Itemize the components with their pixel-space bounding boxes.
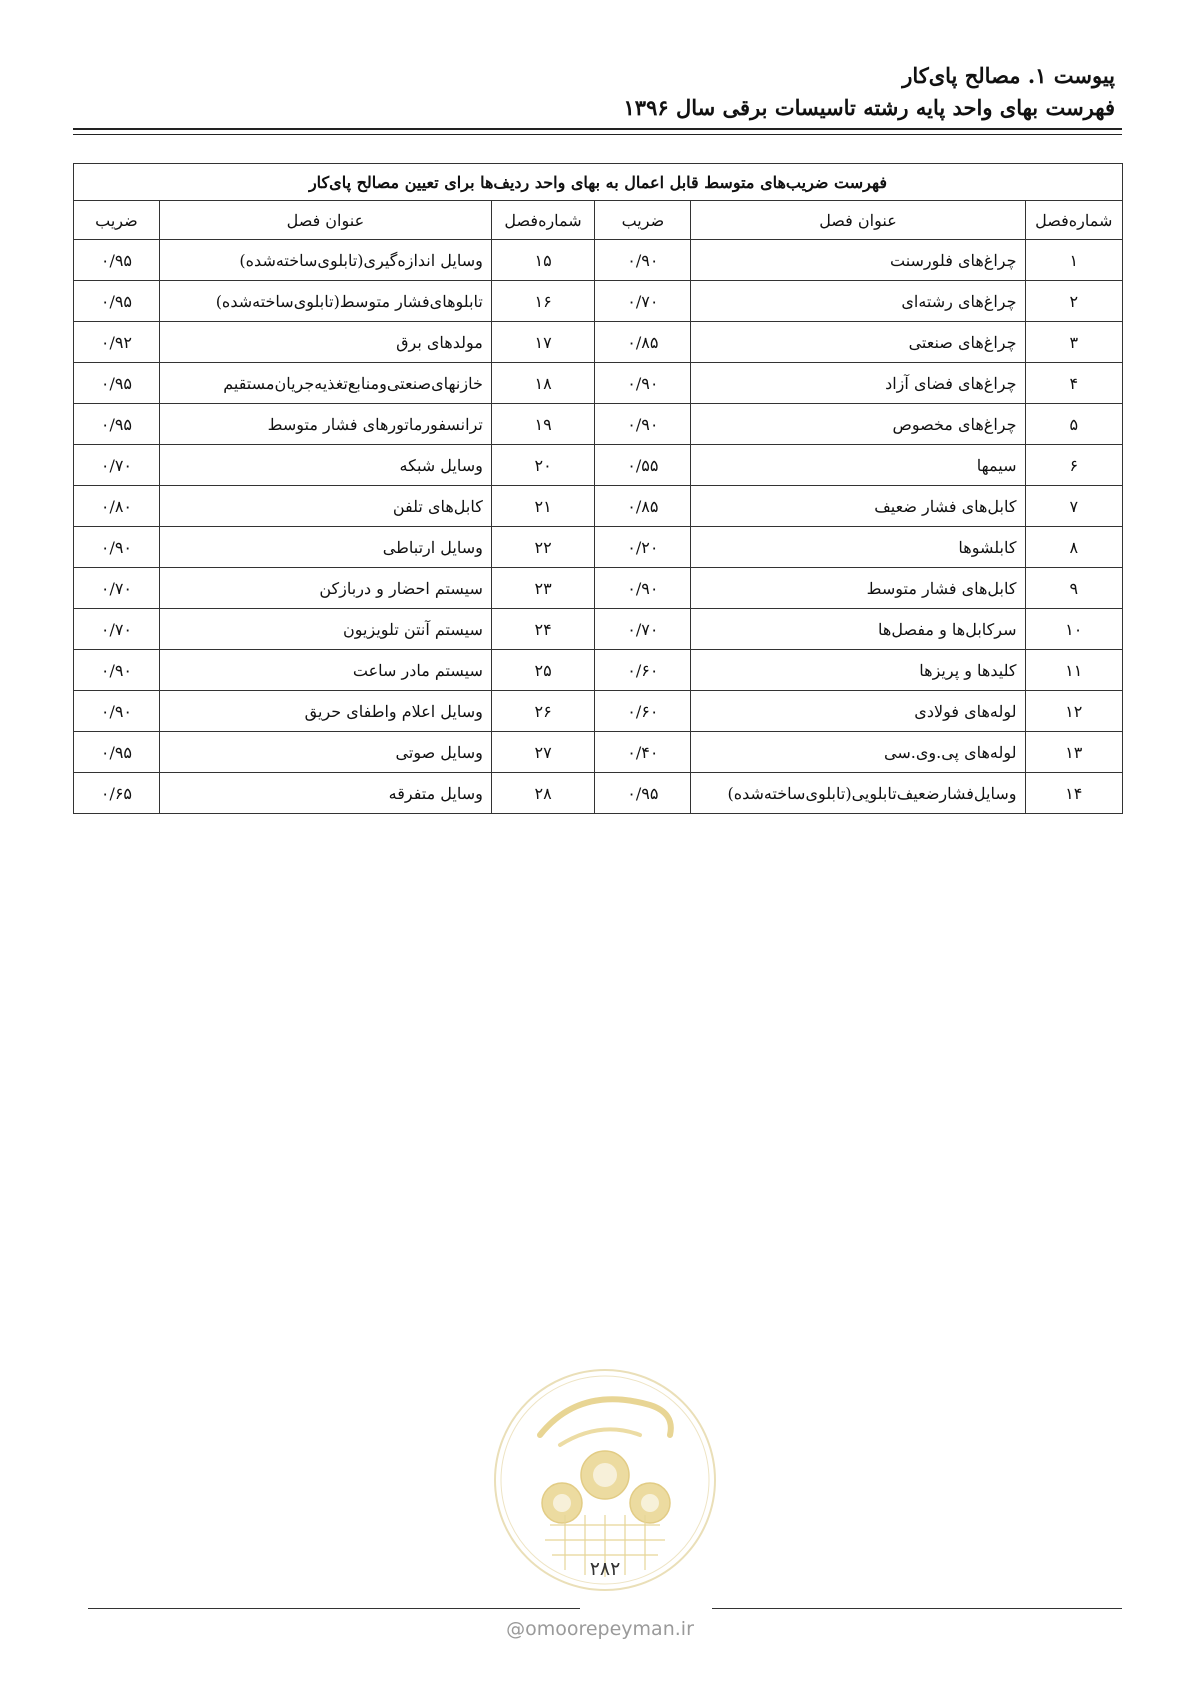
- chapter-title-cell: چراغ‌های مخصوص: [691, 404, 1025, 445]
- chapter-title-cell: کابل‌های تلفن: [159, 486, 491, 527]
- chapter-number-cell: ۱: [1025, 240, 1123, 281]
- chapter-number-cell: ۱۹: [491, 404, 594, 445]
- table-body: [74, 240, 1123, 814]
- coefficient-cell: ۰/۶۵: [74, 773, 160, 814]
- chapter-number-cell: ۲۵: [491, 650, 594, 691]
- chapter-title-cell: وسایل شبکه: [159, 445, 491, 486]
- chapter-number-cell: ۱۰: [1025, 609, 1123, 650]
- table-row: [74, 609, 1123, 650]
- chapter-number-cell: ۸: [1025, 527, 1123, 568]
- coefficient-cell: ۰/۶۰: [595, 650, 691, 691]
- chapter-title-cell: لوله‌های فولادی: [691, 691, 1025, 732]
- chapter-title-cell: چراغ‌های رشته‌ای: [691, 281, 1025, 322]
- table-row: [74, 445, 1123, 486]
- chapter-title-cell: مولدهای برق: [159, 322, 491, 363]
- chapter-number-cell: ۵: [1025, 404, 1123, 445]
- coefficient-cell: ۰/۹۰: [595, 568, 691, 609]
- table-row: [74, 732, 1123, 773]
- chapter-number-cell: ۲: [1025, 281, 1123, 322]
- document-title: فهرست بهای واحد پایه رشته تاسیسات برقی سال ۱۳۹۶: [623, 95, 1115, 120]
- coefficient-cell: ۰/۹۰: [595, 404, 691, 445]
- chapter-title-cell: وسایل اندازه‌گیری(تابلوی‌ساخته‌شده): [159, 240, 491, 281]
- chapter-title-cell: کابل‌های فشار ضعیف: [691, 486, 1025, 527]
- col-chapter-number: شماره‌فصل: [1025, 201, 1123, 240]
- chapter-title-cell: تابلوهای‌فشار متوسط(تابلوی‌ساخته‌شده): [159, 281, 491, 322]
- coefficient-cell: ۰/۹۰: [74, 650, 160, 691]
- table-row: [74, 568, 1123, 609]
- coefficient-cell: ۰/۹۰: [74, 527, 160, 568]
- coefficient-cell: ۰/۹۰: [595, 363, 691, 404]
- chapter-title-cell: سیستم آنتن تلویزیون: [159, 609, 491, 650]
- chapter-number-cell: ۴: [1025, 363, 1123, 404]
- chapter-number-cell: ۲۳: [491, 568, 594, 609]
- coefficient-cell: ۰/۹۵: [74, 240, 160, 281]
- chapter-title-cell: وسایل اعلام واطفای حریق: [159, 691, 491, 732]
- coefficient-cell: ۰/۹۰: [74, 691, 160, 732]
- chapter-title-cell: خازنهای‌صنعتی‌ومنابع‌تغذیه‌جریان‌مستقیم: [159, 363, 491, 404]
- chapter-number-cell: ۲۸: [491, 773, 594, 814]
- coefficient-cell: ۰/۸۰: [74, 486, 160, 527]
- coefficient-cell: ۰/۵۵: [595, 445, 691, 486]
- chapter-number-cell: ۲۱: [491, 486, 594, 527]
- col-chapter-title: عنوان فصل: [691, 201, 1025, 240]
- coefficient-cell: ۰/۹۵: [74, 281, 160, 322]
- coefficient-cell: ۰/۹۵: [74, 404, 160, 445]
- coefficient-cell: ۰/۹۵: [74, 732, 160, 773]
- chapter-title-cell: کلیدها و پریزها: [691, 650, 1025, 691]
- watermark-text: @omoorepeyman.ir: [506, 1618, 694, 1640]
- chapter-number-cell: ۱۷: [491, 322, 594, 363]
- chapter-number-cell: ۲۰: [491, 445, 594, 486]
- page-header: [624, 60, 1115, 124]
- col-chapter-title: عنوان فصل: [159, 201, 491, 240]
- chapter-title-cell: ترانسفورماتورهای فشار متوسط: [159, 404, 491, 445]
- chapter-title-cell: چراغ‌های فلورسنت: [691, 240, 1025, 281]
- header-rule-thin: [73, 134, 1122, 135]
- chapter-title-cell: وسایل صوتی: [159, 732, 491, 773]
- chapter-number-cell: ۱۸: [491, 363, 594, 404]
- chapter-number-cell: ۲۴: [491, 609, 594, 650]
- chapter-number-cell: ۱۳: [1025, 732, 1123, 773]
- col-coefficient: ضریب: [595, 201, 691, 240]
- coefficient-cell: ۰/۸۵: [595, 486, 691, 527]
- table-title: فهرست ضریب‌های متوسط قابل اعمال به بهای واحد ردیف‌ها برای تعیین مصالح پای‌کار: [74, 164, 1123, 201]
- header-rule-thick: [73, 128, 1122, 130]
- coefficient-cell: ۰/۲۰: [595, 527, 691, 568]
- chapter-number-cell: ۱۲: [1025, 691, 1123, 732]
- chapter-title-cell: چراغ‌های فضای آزاد: [691, 363, 1025, 404]
- chapter-title-cell: وسایل ارتباطی: [159, 527, 491, 568]
- coefficient-cell: ۰/۹۵: [74, 363, 160, 404]
- table-row: [74, 404, 1123, 445]
- footer-rule-left: [88, 1608, 580, 1609]
- table-row: [74, 773, 1123, 814]
- coefficient-cell: ۰/۷۰: [74, 609, 160, 650]
- chapter-title-cell: سیستم مادر ساعت: [159, 650, 491, 691]
- col-chapter-number: شماره‌فصل: [491, 201, 594, 240]
- chapter-number-cell: ۱۱: [1025, 650, 1123, 691]
- col-coefficient: ضریب: [74, 201, 160, 240]
- chapter-number-cell: ۹: [1025, 568, 1123, 609]
- chapter-title-cell: کابلشوها: [691, 527, 1025, 568]
- footer-rule-right: [712, 1608, 1122, 1609]
- chapter-title-cell: لوله‌های پی.وی.سی: [691, 732, 1025, 773]
- chapter-title-cell: سیستم احضار و دربازکن: [159, 568, 491, 609]
- table-row: [74, 650, 1123, 691]
- coefficient-cell: ۰/۹۰: [595, 240, 691, 281]
- table-row: [74, 240, 1123, 281]
- coefficient-cell: ۰/۹۲: [74, 322, 160, 363]
- table-header-row: [74, 201, 1123, 240]
- coefficient-cell: ۰/۷۰: [595, 281, 691, 322]
- chapter-title-cell: وسایل‌فشارضعیف‌تابلویی(تابلوی‌ساخته‌شده): [691, 773, 1025, 814]
- chapter-number-cell: ۶: [1025, 445, 1123, 486]
- chapter-number-cell: ۱۴: [1025, 773, 1123, 814]
- chapter-number-cell: ۲۶: [491, 691, 594, 732]
- table-row: [74, 527, 1123, 568]
- page-number: ۲۸۲: [589, 1558, 621, 1580]
- table-row: [74, 691, 1123, 732]
- table-row: [74, 322, 1123, 363]
- chapter-number-cell: ۱۵: [491, 240, 594, 281]
- table-row: [74, 281, 1123, 322]
- chapter-title-cell: چراغ‌های صنعتی: [691, 322, 1025, 363]
- chapter-number-cell: ۲۷: [491, 732, 594, 773]
- coefficient-cell: ۰/۸۵: [595, 322, 691, 363]
- coefficient-cell: ۰/۷۰: [74, 445, 160, 486]
- chapter-title-cell: وسایل متفرقه: [159, 773, 491, 814]
- chapter-title-cell: سیمها: [691, 445, 1025, 486]
- chapter-number-cell: ۳: [1025, 322, 1123, 363]
- coefficients-table: [73, 163, 1123, 814]
- appendix-title: پیوست ۱. مصالح پای‌کار: [902, 63, 1115, 88]
- coefficient-cell: ۰/۷۰: [74, 568, 160, 609]
- chapter-title-cell: سرکابل‌ها و مفصل‌ها: [691, 609, 1025, 650]
- chapter-number-cell: ۷: [1025, 486, 1123, 527]
- chapter-number-cell: ۲۲: [491, 527, 594, 568]
- coefficient-cell: ۰/۷۰: [595, 609, 691, 650]
- coefficient-cell: ۰/۶۰: [595, 691, 691, 732]
- chapter-number-cell: ۱۶: [491, 281, 594, 322]
- table-row: [74, 486, 1123, 527]
- coefficient-cell: ۰/۴۰: [595, 732, 691, 773]
- table-row: [74, 363, 1123, 404]
- coefficient-cell: ۰/۹۵: [595, 773, 691, 814]
- chapter-title-cell: کابل‌های فشار متوسط: [691, 568, 1025, 609]
